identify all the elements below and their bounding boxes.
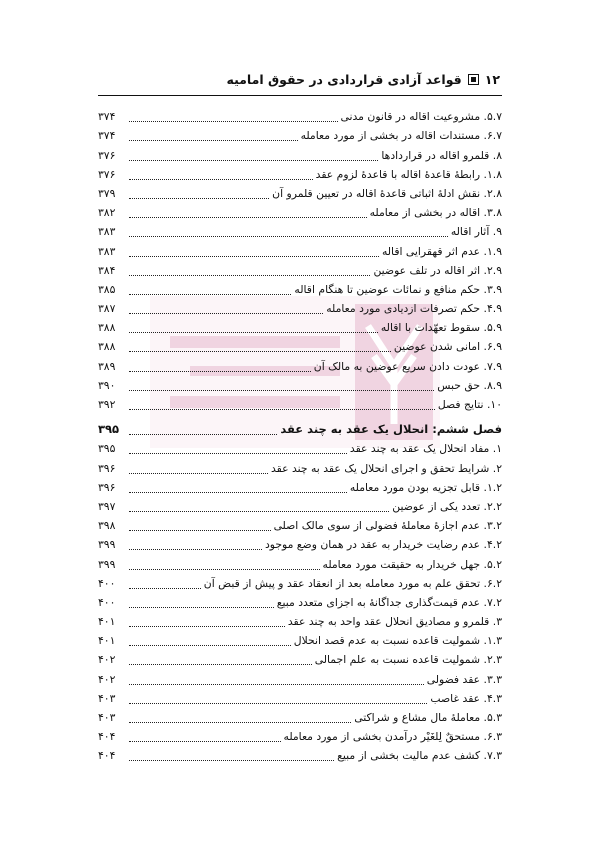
toc-entry	[98, 354, 502, 373]
toc-entry-title: ۵.۳. معاملهٔ مال مشاع و شراکتی	[354, 711, 502, 725]
toc-entry-title: ۴.۳. عقد غاصب	[430, 691, 502, 705]
dot-leader	[129, 379, 434, 391]
toc-entry-page: ۳۷۴	[98, 129, 116, 143]
running-header	[100, 68, 500, 90]
dot-leader	[129, 634, 291, 646]
toc-entry	[98, 437, 502, 456]
page-number: ۱۲	[484, 71, 500, 87]
toc-entry	[98, 572, 502, 591]
dot-leader	[129, 302, 323, 314]
toc-entry-page: ۳۸۲	[98, 206, 116, 220]
toc-entry-page: ۳۷۶	[98, 148, 116, 162]
toc-entry-title: ۳.۳. عقد فضولی	[426, 672, 502, 686]
dot-leader	[129, 500, 389, 512]
toc-entry-page: ۳۹۸	[98, 519, 116, 533]
toc-entry	[98, 629, 502, 648]
toc-entry	[98, 239, 502, 258]
dot-leader	[129, 462, 268, 474]
dot-leader	[129, 187, 269, 199]
dot-leader	[129, 245, 379, 257]
toc-entry-title: ۱۰. نتایج فصل	[437, 398, 502, 412]
toc-entry-title: ۷.۹. عودت دادن سریع عوضین به مالک آن	[313, 359, 502, 373]
dot-leader	[129, 538, 262, 550]
dot-leader	[129, 321, 378, 333]
toc-entry-title: ۴.۹. حکم تصرفات ازدیادی مورد معامله	[326, 302, 502, 316]
toc-entry-page: ۳۷۹	[98, 186, 116, 200]
toc-entry-title: ۵.۷. مشروعیت اقاله در قانون مدنی	[340, 110, 502, 124]
toc-entry	[98, 744, 502, 763]
toc-entry-page: ۳۸۸	[98, 321, 116, 335]
toc-entry-title: ۱. مفاد انحلال یک عقد به چند عقد	[349, 442, 502, 456]
toc-entry	[98, 201, 502, 220]
toc-entry-page: ۳۹۵	[98, 442, 116, 456]
toc-entry-page: ۳۹۹	[98, 538, 116, 552]
dot-leader	[129, 442, 347, 454]
dot-leader	[129, 692, 427, 704]
toc-entry-page: ۴۰۴	[98, 730, 116, 744]
toc-entry	[98, 687, 502, 706]
dot-leader	[129, 615, 285, 627]
toc-entry	[98, 667, 502, 686]
toc-entry	[98, 648, 502, 667]
table-of-contents	[98, 105, 502, 763]
toc-entry	[98, 706, 502, 725]
dot-leader	[129, 110, 338, 122]
toc-entry-page: ۳۸۳	[98, 225, 116, 239]
toc-entry	[98, 297, 502, 316]
toc-entry	[98, 456, 502, 475]
toc-entry	[98, 124, 502, 143]
square-ornament-icon	[468, 74, 479, 85]
toc-entry-page: ۴۰۳	[98, 711, 116, 725]
toc-entry-title: ۲.۸. نقش ادلهٔ اثباتی قاعدهٔ اقاله در تعیین قلمرو آن	[272, 186, 502, 200]
dot-leader	[129, 360, 311, 372]
toc-entry-page: ۴۰۱	[98, 634, 116, 648]
toc-entry-title: ۱.۸. رابطهٔ قاعدهٔ اقاله با قاعدهٔ لزوم عقد	[315, 167, 502, 181]
dot-leader	[129, 340, 391, 352]
toc-entry-title: ۵.۲. جهل خریدار به حقیقت مورد معامله	[322, 557, 502, 571]
dot-leader	[129, 596, 274, 608]
dot-leader	[129, 481, 347, 493]
toc-entry-title: ۳. قلمرو و مصادیق انحلال عقد واحد به چند عقد	[287, 615, 502, 629]
dot-leader	[129, 283, 291, 295]
toc-entry	[98, 552, 502, 571]
toc-entry	[98, 533, 502, 552]
toc-entry-title: ۱.۳. شمولیت قاعده نسبت به عدم قصد انحلال	[293, 634, 502, 648]
toc-entry	[98, 143, 502, 162]
dot-leader	[129, 129, 298, 141]
dot-leader	[129, 519, 271, 531]
dot-leader	[129, 206, 367, 218]
toc-entry	[98, 725, 502, 744]
toc-entry	[98, 591, 502, 610]
dot-leader	[129, 398, 435, 410]
toc-entry-title: ۳.۸. اقاله در بخشی از معامله	[369, 206, 502, 220]
toc-entry	[98, 476, 502, 495]
toc-entry-page: ۳۸۹	[98, 359, 116, 373]
dot-leader	[129, 730, 281, 742]
toc-entry-page: ۳۸۳	[98, 244, 116, 258]
book-title: قواعد آزادی قراردادی در حقوق امامیه	[226, 71, 462, 87]
toc-entry-page: ۴۰۱	[98, 615, 116, 629]
toc-entry	[98, 182, 502, 201]
dot-leader	[129, 749, 334, 761]
toc-entry	[98, 278, 502, 297]
toc-entry-title: ۱.۹. عدم اثر قهقرایی اقاله	[381, 244, 502, 258]
toc-entry-page: ۳۸۵	[98, 282, 116, 296]
toc-entry	[98, 495, 502, 514]
toc-entry-page: ۳۹۷	[98, 499, 116, 513]
toc-entry-page: ۳۷۶	[98, 167, 116, 181]
dot-leader	[129, 673, 424, 685]
toc-entry-page: ۳۹۹	[98, 557, 116, 571]
toc-entry	[98, 220, 502, 239]
dot-leader	[129, 558, 320, 570]
toc-entry-title: ۳.۲. عدم اجازهٔ معاملهٔ فضولی از سوی مالک اصلی	[273, 519, 502, 533]
dot-leader	[129, 577, 201, 589]
dot-leader	[129, 225, 448, 237]
toc-entry-page: ۳۸۸	[98, 340, 116, 354]
toc-entry-page: ۳۹۶	[98, 461, 116, 475]
toc-entry-page: ۴۰۰	[98, 595, 116, 609]
toc-entry-title: ۸.۹. حق حبس	[437, 378, 502, 392]
toc-entry-page: ۳۹۲	[98, 398, 116, 412]
toc-entry-page: ۳۸۴	[98, 263, 116, 277]
toc-entry	[98, 163, 502, 182]
toc-chapter-entry	[98, 418, 502, 437]
header-rule	[98, 95, 502, 96]
toc-entry	[98, 316, 502, 335]
toc-entry-title: ۶.۷. مستندات اقاله در بخشی از مورد معامله	[300, 129, 502, 143]
toc-entry-page: ۴۰۲	[98, 653, 116, 667]
dot-leader	[129, 264, 370, 276]
toc-entry-title: ۷.۳. کشف عدم مالیت بخشی از مبیع	[337, 749, 502, 763]
toc-entry	[98, 610, 502, 629]
toc-entry	[98, 259, 502, 278]
dot-leader	[129, 711, 351, 723]
toc-entry-title: ۲.۳. شمولیت قاعده نسبت به علم اجمالی	[314, 653, 502, 667]
toc-entry-page: ۳۹۶	[98, 480, 116, 494]
toc-entry	[98, 374, 502, 393]
toc-entry-title: ۵.۹. سقوط تعهّدات با اقاله	[380, 321, 502, 335]
toc-entry-title: ۱.۲. قابل تجزیه بودن مورد معامله	[349, 480, 502, 494]
toc-entry	[98, 514, 502, 533]
dot-leader	[129, 423, 277, 435]
toc-entry-page: ۴۰۲	[98, 672, 116, 686]
toc-entry-page: ۴۰۰	[98, 576, 116, 590]
toc-entry-page: ۴۰۳	[98, 691, 116, 705]
toc-entry-page: ۳۹۵	[98, 422, 120, 437]
toc-entry	[98, 335, 502, 354]
toc-entry-title: ۶.۳. مستحقٌ لِلغَیْر درآمدن بخشی از مورد معامله	[283, 730, 502, 744]
toc-entry-page: ۳۹۰	[98, 378, 116, 392]
toc-entry-title: ۳.۹. حکم منافع و نمائات عوضین تا هنگام اقاله	[294, 282, 502, 296]
toc-entry-page: ۳۸۷	[98, 302, 116, 316]
toc-entry	[98, 105, 502, 124]
toc-entry-page: ۳۷۴	[98, 110, 116, 124]
toc-entry-title: ۲. شرایط تحقق و اجرای انحلال یک عقد به چند عقد	[270, 461, 502, 475]
dot-leader	[129, 168, 313, 180]
dot-leader	[129, 653, 312, 665]
toc-entry-title: ۴.۲. عدم رضایت خریدار به عقد در همان وضع موجود	[264, 538, 502, 552]
toc-entry-title: ۲.۲. تعدد یکی از عوضین	[392, 499, 502, 513]
toc-entry-title: ۹. آثار اقاله	[450, 225, 502, 239]
toc-entry-title: ۷.۲. عدم قیمت‌گذاری جداگانهٔ به اجزای متعدد مبیع	[276, 595, 502, 609]
toc-entry-title: ۶.۲. تحقق علم به مورد معامله بعد از انعقاد عقد و پیش از قبض آن	[203, 576, 502, 590]
toc-entry-title: فصل ششم: انحلال یک عقد به چند عقد	[280, 422, 502, 437]
toc-entry	[98, 393, 502, 412]
toc-entry-title: ۶.۹. امانی شدن عوضین	[393, 340, 502, 354]
dot-leader	[129, 149, 378, 161]
toc-entry-title: ۲.۹. اثر اقاله در تلف عوضین	[373, 263, 502, 277]
toc-entry-title: ۸. قلمرو اقاله در قراردادها	[381, 148, 502, 162]
toc-entry-page: ۴۰۴	[98, 749, 116, 763]
